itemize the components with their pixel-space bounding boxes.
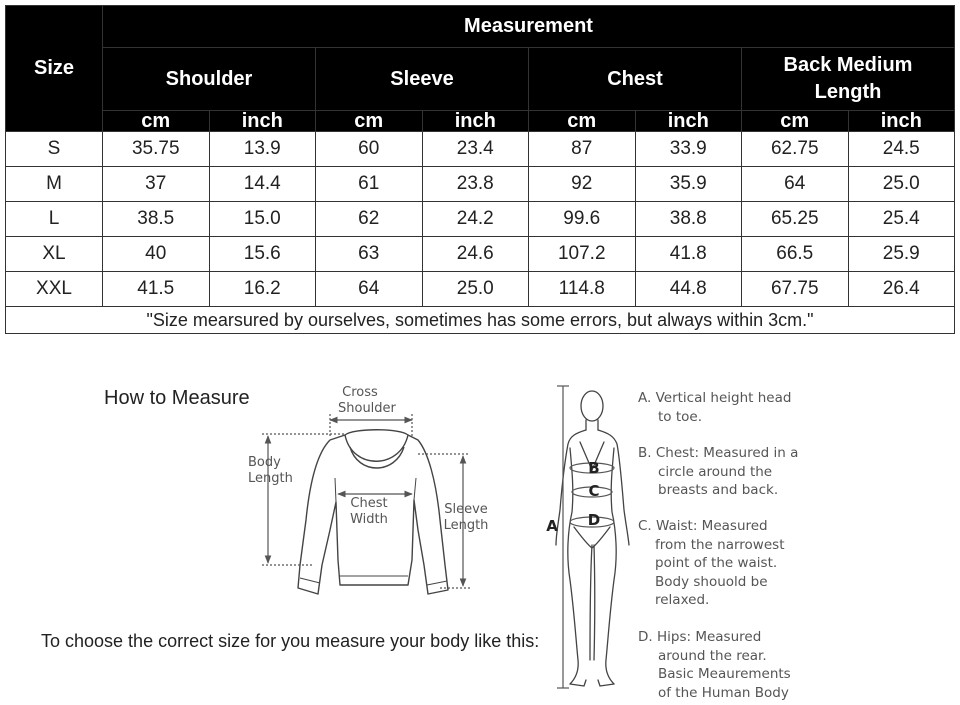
measurement-cell: 64 — [316, 272, 423, 307]
measurement-cell: 25.4 — [848, 202, 955, 237]
unit-header: cm — [742, 111, 849, 132]
size-cell: XXL — [6, 272, 103, 307]
measurement-cell: 62 — [316, 202, 423, 237]
back-medium-length-header: Back Medium Length — [742, 48, 955, 111]
legend-height: A. Vertical height head to toe. — [638, 390, 792, 425]
cross-shoulder-label: Cross Shoulder — [338, 385, 396, 416]
measurement-cell: 35.75 — [103, 132, 210, 167]
shoulder-header: Shoulder — [103, 48, 316, 111]
unit-header: cm — [103, 111, 210, 132]
measurement-cell: 92 — [529, 167, 636, 202]
legend-chest: B. Chest: Measured in a circle around the breasts and back. — [638, 445, 799, 498]
measurement-cell: 67.75 — [742, 272, 849, 307]
unit-header: cm — [529, 111, 636, 132]
measurement-cell: 23.8 — [422, 167, 529, 202]
marker-b: B — [588, 459, 600, 477]
measurement-cell: 65.25 — [742, 202, 849, 237]
chest-width-label: Chest Width — [350, 496, 388, 527]
measurement-cell: 107.2 — [529, 237, 636, 272]
measurement-cell: 41.5 — [103, 272, 210, 307]
legend-hips: D. Hips: Measured around the rear. Basic Meaurements of the Human Body — [638, 629, 791, 701]
size-cell: XL — [6, 237, 103, 272]
measurement-cell: 61 — [316, 167, 423, 202]
measurement-cell: 99.6 — [529, 202, 636, 237]
measurement-cell: 16.2 — [209, 272, 316, 307]
measurement-cell: 64 — [742, 167, 849, 202]
measurement-cell: 25.0 — [848, 167, 955, 202]
unit-header: inch — [209, 111, 316, 132]
measurement-cell: 14.4 — [209, 167, 316, 202]
measurement-cell: 66.5 — [742, 237, 849, 272]
measurement-cell: 87 — [529, 132, 636, 167]
body-measure-lines — [557, 386, 614, 688]
legend-waist: C. Waist: Measured from the narrowest point of the waist. Body shouold be relaxed. — [638, 518, 785, 608]
sleeve-header: Sleeve — [316, 48, 529, 111]
measurement-cell: 114.8 — [529, 272, 636, 307]
measurement-cell: 24.2 — [422, 202, 529, 237]
human-body-icon — [556, 391, 629, 686]
measurement-cell: 44.8 — [635, 272, 742, 307]
unit-header: inch — [635, 111, 742, 132]
sleeve-length-label: Sleeve Length — [443, 502, 489, 533]
measurement-cell: 25.9 — [848, 237, 955, 272]
size-column-header: Size — [6, 6, 103, 132]
measurement-cell: 38.8 — [635, 202, 742, 237]
unit-header: cm — [316, 111, 423, 132]
measurement-cell: 33.9 — [635, 132, 742, 167]
measurement-cell: 23.4 — [422, 132, 529, 167]
marker-a: A — [546, 517, 558, 535]
measurement-cell: 63 — [316, 237, 423, 272]
measurement-cell: 24.5 — [848, 132, 955, 167]
body-length-label: Body Length — [248, 455, 293, 486]
measurement-cell: 38.5 — [103, 202, 210, 237]
measurement-cell: 25.0 — [422, 272, 529, 307]
measurement-cell: 37 — [103, 167, 210, 202]
measurement-header: Measurement — [103, 6, 955, 48]
measurement-cell: 41.8 — [635, 237, 742, 272]
measurement-cell: 62.75 — [742, 132, 849, 167]
chest-header: Chest — [529, 48, 742, 111]
unit-header: inch — [848, 111, 955, 132]
size-cell: M — [6, 167, 103, 202]
measurement-cell: 24.6 — [422, 237, 529, 272]
marker-c: C — [588, 482, 600, 500]
size-cell: L — [6, 202, 103, 237]
marker-d: D — [587, 511, 601, 529]
measurement-cell: 15.6 — [209, 237, 316, 272]
unit-header: inch — [422, 111, 529, 132]
how-to-measure-title: How to Measure — [104, 387, 250, 409]
table-note: "Size mearsured by ourselves, sometimes has some errors, but always within 3cm." — [6, 307, 955, 334]
measurement-cell: 26.4 — [848, 272, 955, 307]
measurement-cell: 60 — [316, 132, 423, 167]
size-instruction: To choose the correct size for you measure your body like this: — [41, 631, 540, 651]
measurement-cell: 13.9 — [209, 132, 316, 167]
measurement-cell: 35.9 — [635, 167, 742, 202]
size-cell: S — [6, 132, 103, 167]
measurement-cell: 15.0 — [209, 202, 316, 237]
measurement-cell: 40 — [103, 237, 210, 272]
